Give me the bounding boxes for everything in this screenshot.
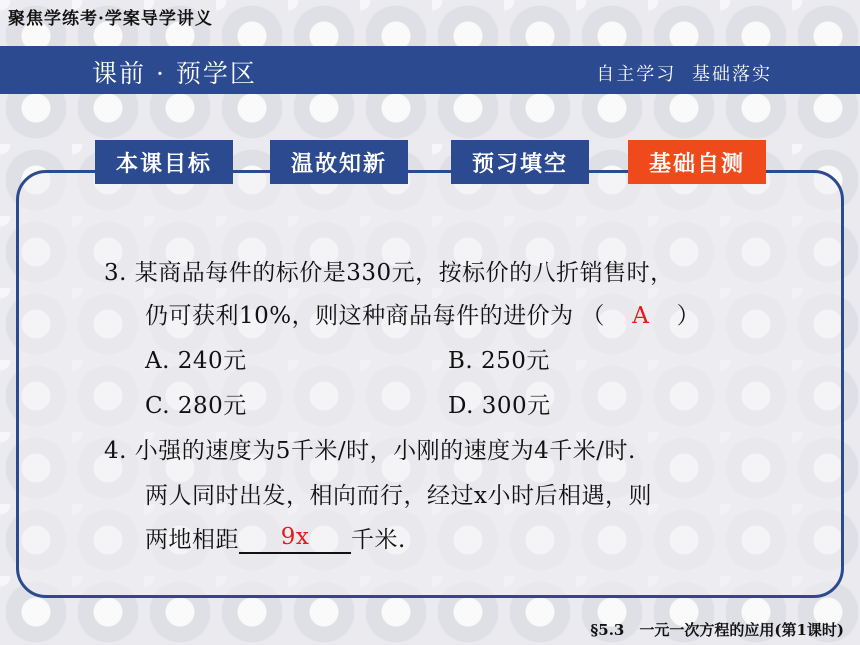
option-a: A. 240元 (145, 348, 247, 374)
section-subtitle: 自主学习 基础落实 (596, 64, 772, 85)
section-title: 课前 · 预学区 (92, 59, 257, 88)
tab-review-knowledge[interactable]: 温故知新 (270, 140, 408, 184)
question-4-line-1: 4. 小强的速度为5千米/时，小刚的速度为4千米/时. (104, 438, 636, 464)
question-4-answer-blank: 9x (239, 524, 351, 554)
option-b: B. 250元 (448, 348, 550, 374)
tab-basic-self-test[interactable]: 基础自测 (628, 140, 766, 184)
question-3-paren-close: ） (676, 303, 701, 329)
option-d: D. 300元 (448, 393, 551, 419)
question-3-answer: A (632, 303, 650, 329)
question-3-stem: 仍可获利10%，则这种商品每件的进价为 （ (145, 303, 605, 329)
page-footer: §5.3 一元一次方程的应用(第1课时) (590, 621, 844, 639)
question-4-prefix: 两地相距 (145, 527, 239, 553)
question-4-line-2: 两人同时出发，相向而行，经过x小时后相遇，则 (145, 483, 652, 509)
question-3-line-2 (145, 297, 700, 330)
question-4-line-3 (145, 521, 406, 554)
section-header (0, 46, 860, 94)
question-4-suffix: 千米. (351, 527, 406, 553)
document-title: 聚焦学练考·学案导学讲义 (8, 9, 213, 29)
question-3-line-1: 3. 某商品每件的标价是330元，按标价的八折销售时， (104, 260, 674, 286)
option-c: C. 280元 (145, 393, 247, 419)
content-frame (16, 170, 844, 598)
tab-preview-fill[interactable]: 预习填空 (451, 140, 589, 184)
tab-lesson-goals[interactable]: 本课目标 (95, 140, 233, 184)
